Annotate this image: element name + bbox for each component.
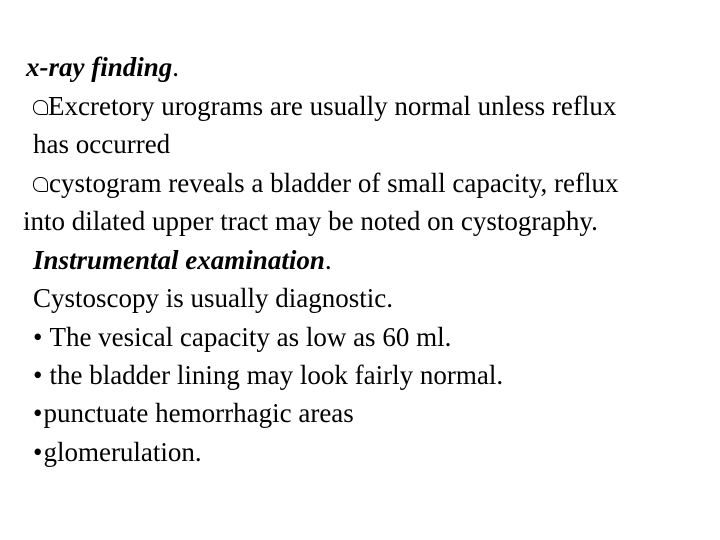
xray-heading: x-ray finding [26, 52, 173, 82]
list-item-text: The vesical capacity as low as 60 ml. [49, 322, 452, 352]
instrumental-intro [33, 279, 393, 318]
square-bullet-icon [33, 177, 48, 192]
xray-item-2-text: cystogram reveals a bladder of small capacity, reflux [49, 168, 619, 198]
xray-item-1-text: Excretory urograms are usually normal unless reflux [48, 91, 617, 121]
list-item-text: punctuate hemorrhagic areas [43, 398, 354, 428]
square-bullet-icon [33, 100, 48, 115]
xray-item-2-continued-text: into dilated upper tract may be noted on cystography. [23, 206, 598, 236]
xray-item-1-continued-text: has occurred [33, 129, 171, 159]
xray-item-2 [33, 164, 619, 203]
bullet-icon: • [33, 360, 43, 390]
instrumental-heading-line [33, 241, 332, 280]
bullet-icon: • [33, 398, 43, 428]
list-item [33, 433, 202, 472]
bullet-icon: • [33, 437, 43, 467]
xray-item-2-continued [23, 202, 598, 241]
instrumental-heading: Instrumental examination [33, 245, 325, 275]
bullet-icon: • [33, 322, 43, 352]
list-item-text: the bladder lining may look fairly normal. [49, 360, 504, 390]
list-item [33, 318, 451, 357]
xray-item-1-continued [33, 125, 170, 164]
xray-heading-line [26, 48, 179, 87]
xray-item-1 [33, 87, 616, 126]
instrumental-heading-punct: . [324, 245, 332, 275]
xray-heading-punct: . [172, 52, 180, 82]
instrumental-intro-text: Cystoscopy is usually diagnostic. [33, 283, 393, 313]
list-item [33, 356, 503, 395]
list-item [33, 394, 354, 433]
list-item-text: glomerulation. [43, 437, 202, 467]
